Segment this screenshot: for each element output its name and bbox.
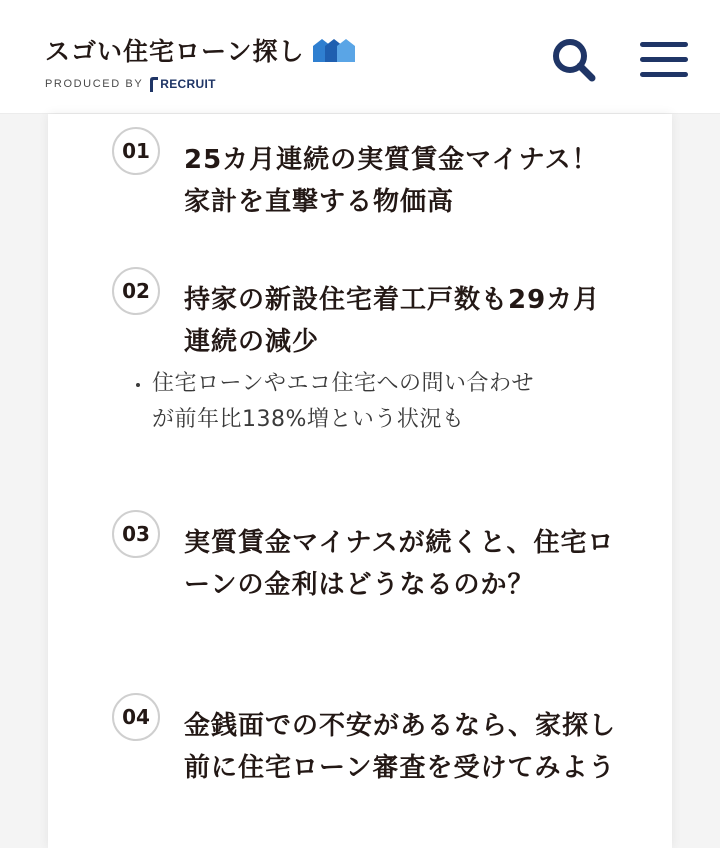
menu-button[interactable] — [638, 40, 690, 80]
hamburger-menu-icon — [638, 40, 690, 80]
house-logo-icon — [313, 38, 355, 62]
toc-title[interactable]: 25カ月連続の実質賃金マイナス！家計を直撃する物価高 — [184, 145, 599, 217]
table-of-contents — [48, 114, 672, 848]
recruit-logo-icon — [149, 76, 159, 92]
toc-title[interactable]: 金銭面での不安があるなら、家探し前に住宅ローン審査を受けてみよう — [184, 711, 617, 783]
search-button[interactable] — [550, 36, 598, 84]
toc-number: 04 — [112, 693, 160, 741]
toc-title[interactable]: 持家の新設住宅着工戸数も29カ月連続の減少 — [184, 285, 601, 357]
produced-by-label: PRODUCED BY — [45, 78, 144, 90]
logo-text: スゴい住宅ローン探し — [45, 37, 305, 66]
produced-by — [45, 76, 216, 92]
toc-subitem[interactable]: 住宅ローンやエコ住宅への問い合わせが前年比138%増という状況も — [134, 366, 544, 438]
toc-number: 02 — [112, 267, 160, 315]
site-header — [0, 0, 720, 114]
recruit-label: RECRUIT — [160, 77, 216, 91]
toc-number: 01 — [112, 127, 160, 175]
toc-title[interactable]: 実質賃金マイナスが続くと、住宅ローンの金利はどうなるのか？ — [184, 528, 615, 600]
toc-number: 03 — [112, 510, 160, 558]
search-icon — [550, 36, 598, 84]
site-logo[interactable] — [45, 32, 355, 68]
toc-subitems — [134, 366, 544, 438]
